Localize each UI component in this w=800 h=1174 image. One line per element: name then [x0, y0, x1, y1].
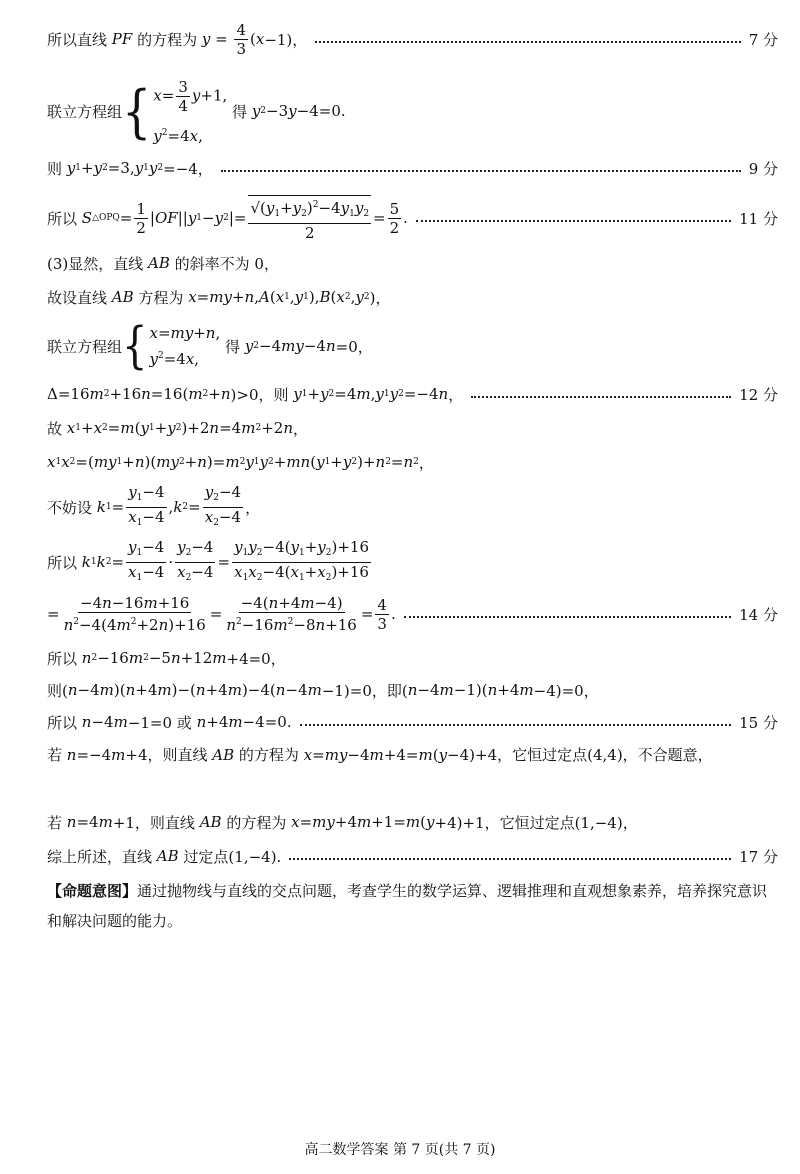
- solution-line-3: [47, 154, 778, 182]
- score-12: 12 分: [739, 385, 778, 404]
- leader-dots: [221, 170, 741, 172]
- line-9-text: 故 x 1 + x 2 = m ( y 1 + y 2 )+2 n =4 m 2 +2 n ，: [47, 419, 308, 438]
- score-11: 11 分: [739, 209, 778, 228]
- score-14: 14 分: [739, 605, 778, 624]
- solution-line-14: [47, 644, 778, 672]
- line-7-text: 联立方程组 { x=my+n, $y^2=4x$, 得 y 2 −4 my −4 n =0，: [47, 317, 373, 375]
- leader-dots: [300, 724, 732, 726]
- score-15: 15 分: [739, 713, 778, 732]
- design-intent: [47, 876, 778, 936]
- leader-dots: [289, 858, 731, 860]
- line-19-text: 综上所述，直线 AB 过定点(1,−4).: [47, 847, 282, 866]
- line-13-text: = −4n−16m+16 $n^2-4(4m^2+2n)+16$ = −4(n+4m−4) $n^2-16m^2-8n+16$ = 4 3 .: [47, 594, 396, 634]
- leader-dots: [315, 41, 740, 43]
- solution-line-6: [47, 283, 778, 311]
- solution-line-5: [47, 249, 778, 277]
- line-5-text: (3)显然，直线 AB 的斜率不为 0，: [47, 254, 279, 273]
- solution-line-10: [47, 448, 778, 476]
- line-11-text: 不妨设 k 1 = $y_1-4$ $x_1-4$ , k 2 = $y_2-4$ $x_2-4$ ，: [47, 482, 261, 528]
- design-intent-label: 【命题意图】: [47, 882, 138, 900]
- solution-line-11: [47, 482, 778, 529]
- score-7: 7 分: [748, 30, 778, 49]
- score-9: 9 分: [748, 159, 778, 178]
- leader-dots: [404, 616, 731, 618]
- solution-line-1: [47, 20, 778, 58]
- solution-line-4: [47, 196, 778, 240]
- line-15-text: 则( n −4 m )( n +4 m )−( n +4 m )−4( n −4 m −1)=0，即( n −4 m −1)( n +4 m −4)=0，: [47, 681, 599, 700]
- line-2-text: 联立方程组 { x= $\frac{3}{4}$ y+1, $y^2=4x$, 得 y 2 −3 y −4=0.: [47, 77, 346, 145]
- line-14-text: 所以 n 2 −16 m 2 −5 n +12 m +4=0，: [47, 649, 286, 668]
- solution-line-18: [47, 808, 778, 836]
- line-8-text: Δ=16 m 2 +16 n =16( m 2 + n )>0，则 y 1 + y 2 =4 m , y 1 y 2 =−4 n ，: [47, 385, 464, 404]
- solution-line-7: [47, 318, 778, 374]
- solution-line-13: [47, 592, 778, 636]
- solution-line-19: [47, 842, 778, 870]
- page-footer: 高二数学答案 第 7 页(共 7 页): [304, 1142, 496, 1158]
- line-17-text: 若 n=−4m+4，则直线 AB 的方程为 x=my−4m+4=m(y−4)+4，它恒过定点(4,4)，不合题意，: [47, 746, 713, 764]
- solution-line-8: [47, 380, 778, 408]
- solution-line-16: [47, 708, 778, 736]
- line-10-text: x 1 x 2 =( my 1 + n )( my 2 + n )= m 2 y 1 y 2 + mn ( y 1 + y 2 )+ n 2 = n 2 ，: [47, 453, 434, 472]
- line-4-text: 所以 S △OPQ = 1 2 | OF || y 1 − y 2 |= $√(y_1+y_2)^2-4y_1y_2$ 2 = 5 2 .: [47, 195, 408, 242]
- solution-line-2: [47, 70, 778, 152]
- line-1-text: 所以直线 PF 的方程为 y = 4 3 ( x −1)，: [47, 20, 308, 58]
- solution-line-15: [47, 676, 778, 704]
- design-intent-text: 通过抛物线与直线的交点问题，考查学生的数学运算、逻辑推理和直观想象素养，培养探究意识和解决问题的能力。: [47, 882, 768, 930]
- leader-dots: [471, 396, 731, 398]
- line-12-text: 所以 k 1 k 2 = $y_1-4$ $x_1-4$ · $y_2-4$ $x_2-4$ = $y_1y_2-4(y_1+y_2)+16$ $x_1x_2-4(x_1+x_2)+16$: [47, 537, 369, 583]
- line-16-text: 所以 n −4 m −1=0 或 n +4 m −4=0.: [47, 713, 292, 732]
- leader-dots: [416, 220, 731, 222]
- solution-line-12: [47, 537, 778, 584]
- line-18-text: 若 n =4 m +1，则直线 AB 的方程为 x = my +4 m +1= m ( y +4)+1，它恒过定点(1,−4)，: [47, 813, 638, 832]
- solution-line-17: [47, 740, 778, 770]
- score-17: 17 分: [739, 847, 778, 866]
- line-6-text: 故设直线 AB 方程为 x = my + n , A ( x 1 , y 1 ), B ( x 2 , y 2 )，: [47, 288, 391, 307]
- solution-line-9: [47, 414, 778, 442]
- line-3-text: 则 y 1 + y 2 =3, y 1 y 2 =−4，: [47, 159, 213, 178]
